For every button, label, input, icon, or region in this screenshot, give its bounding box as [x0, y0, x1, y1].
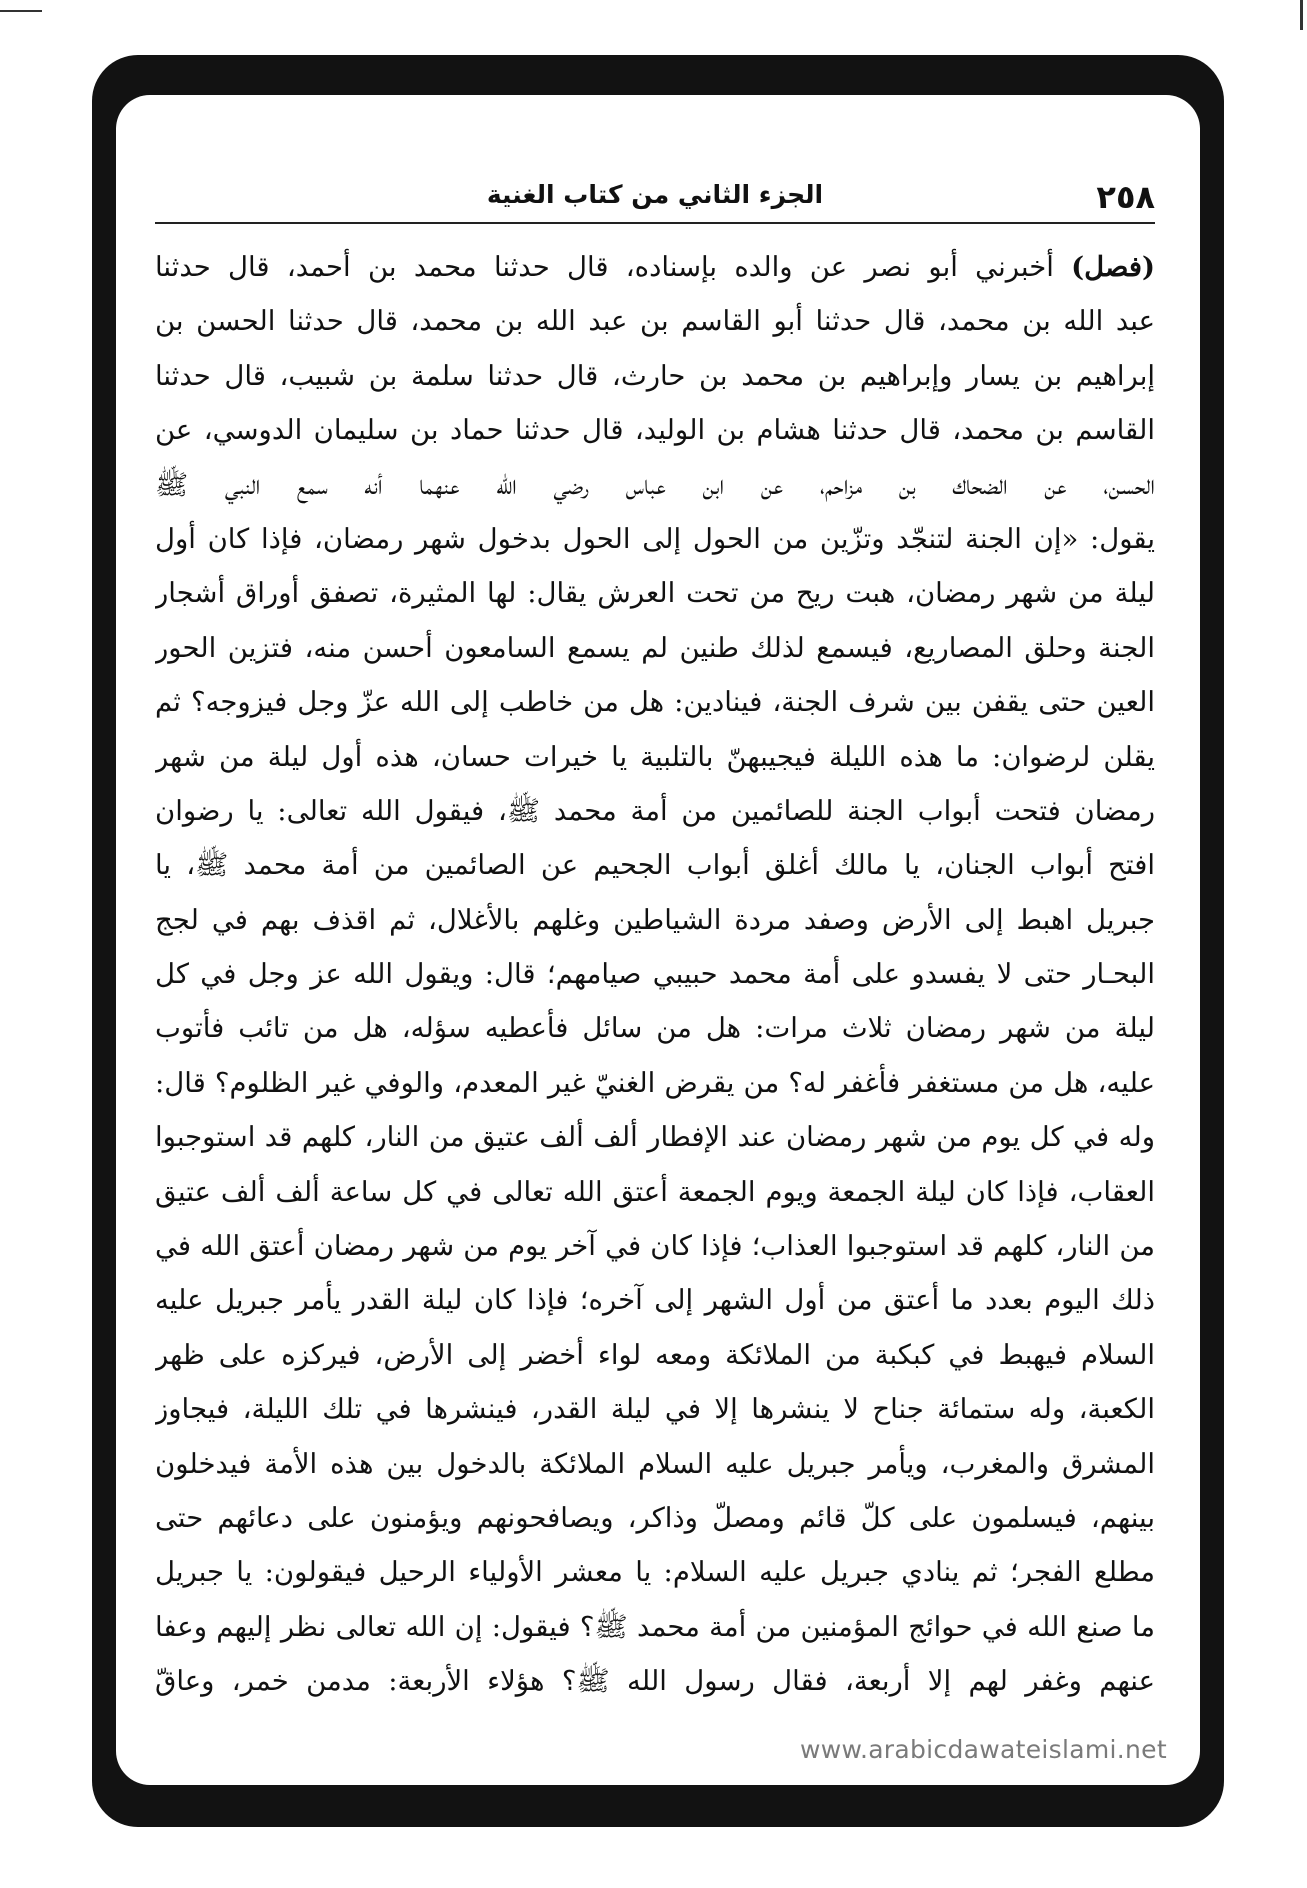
text-line: ذلك اليوم بعدد ما أعتق من أول الشهر إلى آخره؛ فإذا كان ليلة القدر يأمر جبريل عليه: [155, 1284, 1155, 1317]
text-line: الجنة وحلق المصاريع، فيسمع لذلك طنين لم يسمع السامعون أحسن منه، فتزين الحور: [155, 631, 1155, 664]
text-line: إبراهيم بن يسار وإبراهيم بن محمد بن حارث، قال حدثنا سلمة بن شبيب، قال حدثنا: [155, 359, 1155, 392]
text-line-first: [155, 240, 1155, 294]
text-line: البحـار حتى لا يفسدو على أمة محمد حبيبي صيامهم؛ قال: ويقول الله عز وجل في كل: [155, 958, 1155, 991]
text-line: مطلع الفجر؛ ثم ينادي جبريل عليه السلام: يا معشر الأولياء الرحيل فيقولون: يا جبريل: [155, 1556, 1155, 1589]
text-line: عبد الله بن محمد، قال حدثنا أبو القاسم بن عبد الله بن محمد، قال حدثنا الحسن بن: [155, 305, 1155, 338]
text-line: ما صنع الله في حوائج المؤمنين من أمة محمد ﷺ؟ فيقول: إن الله تعالى نظر إليهم وعفا: [155, 1610, 1155, 1643]
text-line: رمضان فتحت أبواب الجنة للصائمين من أمة محمد ﷺ، فيقول الله تعالى: يا رضوان: [155, 794, 1155, 827]
text-line: الحسن، عن الضحاك بن مزاحم، عن ابن عباس رضي الله عنهما أنه سمع النبي ﷺ: [155, 468, 1155, 501]
main-text: [155, 240, 1155, 1709]
text-line: القاسم بن محمد، قال حدثنا هشام بن الوليد، قال حدثنا حماد بن سليمان الدوسي، عن: [155, 414, 1155, 447]
header-rule: [155, 222, 1155, 224]
text-line: يقول: «إن الجنة لتنجّد وتزّين من الحول إلى الحول بدخول شهر رمضان، فإذا كان أول: [155, 522, 1155, 555]
text-line: يقلن لرضوان: ما هذه الليلة فيجيبهنّ بالتلبية يا خيرات حسان، هذه أول ليلة من شهر: [155, 740, 1155, 773]
text-line: جبريل اهبط إلى الأرض وصفد مردة الشياطين وغلهم بالأغلال، ثم اقذف بهم في لجج: [155, 903, 1155, 936]
text-line: ليلة من شهر رمضان ثلاث مرات: هل من سائل فأعطيه سؤله، هل من تائب فأتوب: [155, 1012, 1155, 1045]
text-line: السلام فيهبط في كبكبة من الملائكة ومعه لواء أخضر إلى الأرض، فيركزه على ظهر: [155, 1338, 1155, 1371]
text-line: عليه، هل من مستغفر فأغفر له؟ من يقرض الغنيّ غير المعدم، والوفي غير الظلوم؟ قال:: [155, 1066, 1155, 1099]
section-label: (فصل): [1071, 251, 1155, 283]
text-line: المشرق والمغرب، ويأمر جبريل عليه السلام الملائكة بالدخول بين هذه الأمة فيدخلون: [155, 1447, 1155, 1480]
text-line: وله في كل يوم من شهر رمضان عند الإفطار ألف ألف عتيق من النار، كلهم قد استوجبوا: [155, 1121, 1155, 1154]
page-header: [155, 170, 1155, 222]
text-line: عنهم وغفر لهم إلا أربعة، فقال رسول الله ﷺ؟ هؤلاء الأربعة: مدمن خمر، وعاقّ: [155, 1665, 1155, 1698]
text-line: بينهم، فيسلمون على كلّ قائم ومصلّ وذاكر، ويصافحونهم ويؤمنون على دعائهم حتى: [155, 1501, 1155, 1534]
text-line: العين حتى يقفن بين شرف الجنة، فينادين: هل من خاطب إلى الله عزّ وجل فيزوجه؟ ثم: [155, 686, 1155, 719]
text-line: ليلة من شهر رمضان، هبت ريح من تحت العرش يقال: لها المثيرة، تصفق أوراق أشجار: [155, 577, 1155, 610]
text-line: من النار، كلهم قد استوجبوا العذاب؛ فإذا كان في آخر يوم من شهر رمضان أعتق الله في: [155, 1230, 1155, 1263]
scan-mark-top-right: [1300, 0, 1303, 30]
running-title: الجزء الثاني من كتاب الغنية: [486, 180, 824, 209]
text-line: الكعبة، وله ستمائة جناح لا ينشرها إلا في ليلة القدر، فينشرها في تلك الليلة، فيجاوز: [155, 1393, 1155, 1426]
text-line-first-rest: أخبرني أبو نصر عن والده بإسناده، قال حدثنا محمد بن أحمد، قال حدثنا: [155, 251, 1054, 283]
page-number: ٢٥٨: [1096, 178, 1155, 216]
text-line: العقاب، فإذا كان ليلة الجمعة ويوم الجمعة أعتق الله تعالى في كل ساعة ألف ألف عتيق: [155, 1175, 1155, 1208]
text-line: افتح أبواب الجنان، يا مالك أغلق أبواب الجحيم عن الصائمين من أمة محمد ﷺ، يا: [155, 849, 1155, 882]
scan-mark-top-left: [0, 10, 42, 12]
watermark: www.arabicdawateislami.net: [800, 1735, 1167, 1764]
